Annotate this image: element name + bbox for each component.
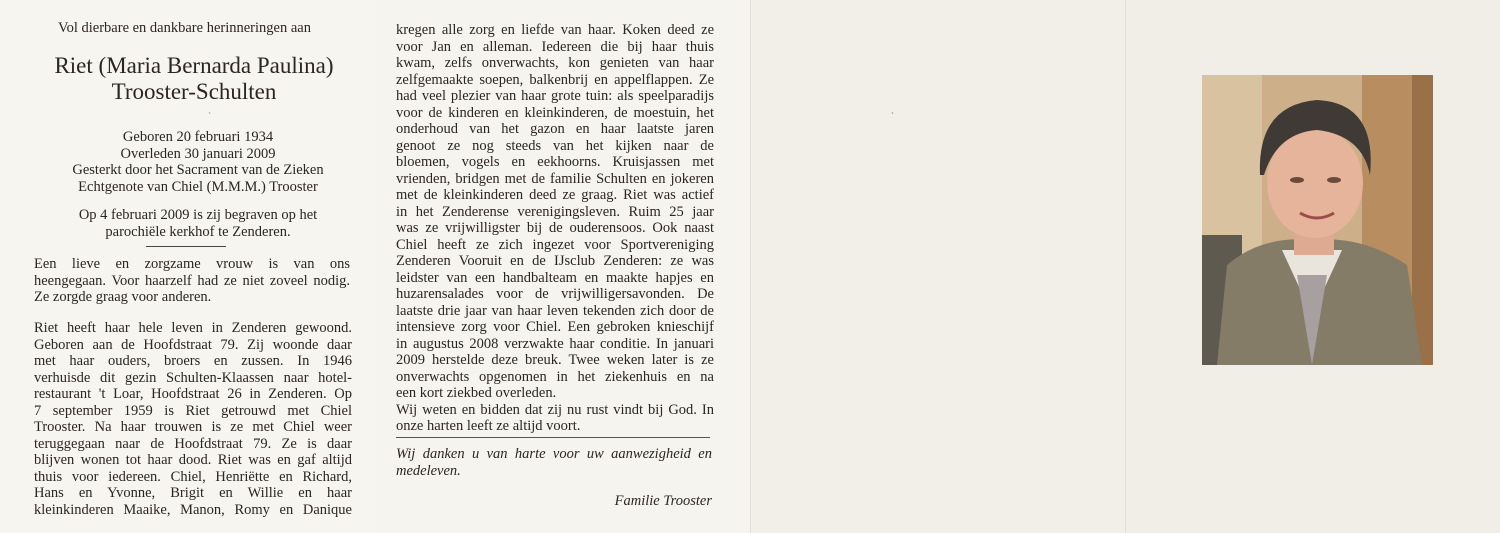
- text-line: kregen alle zorg en liefde van haar. Koken deed ze: [396, 22, 714, 38]
- text-line: voor Jan en alleman. Iedereen die bij haar thuis: [396, 38, 714, 55]
- text-line: in het Zenderense verenigingsleven. Ruim 25 jaar: [396, 203, 714, 220]
- text-line: teruggegaan naar de Hoofdstraat 79. Ze is daar: [34, 435, 352, 452]
- text-line: vrienden, bridgen met de familie Schulten en jokeren: [396, 170, 714, 187]
- text-line: verhuisde dit gezin Schulten-Klaassen naar hotel-: [34, 369, 352, 386]
- sacrament-line: Gesterkt door het Sacrament van de Zieken: [72, 162, 324, 178]
- text-line: heengegaan. Voor haarzelf had ze niet zoveel nodig.: [34, 272, 350, 289]
- deceased-name: [0, 53, 388, 105]
- text-line: Een lieve en zorgzame vrouw is van ons: [34, 256, 350, 272]
- text-paragraph-3: [396, 22, 714, 435]
- text-line: intensieve zorg voor Chiel. Een gebroken knieschijf: [396, 319, 714, 335]
- text-line: Hans en Yvonne, Brigit en Willie en haar: [34, 485, 352, 501]
- panel-blank: [750, 0, 1125, 533]
- text-paragraph-2: [34, 320, 352, 518]
- name-line-1: Riet (Maria Bernarda Paulina): [54, 53, 334, 78]
- birth-date: Geboren 20 februari 1934: [122, 129, 274, 145]
- text-line: kwam, zelfs onverwachts, kon genieten van haar: [396, 55, 714, 71]
- card-fold: [750, 0, 751, 533]
- print-mark: `: [208, 112, 212, 123]
- card-fold-2: [1125, 0, 1126, 533]
- text-line: Trooster. Na haar trouwen is ze met Chiel weer: [34, 419, 352, 435]
- text-line: onze harten leeft ze altijd voort.: [396, 418, 581, 434]
- print-speck: `: [891, 111, 894, 121]
- text-line: met haar ouders, broers en zussen. In 1946: [34, 353, 352, 369]
- text-line: huzarensalades voor de vrijwilligersavonden. De: [396, 286, 714, 302]
- text-line: onderhoud van het gazon en haar laatste jaren: [396, 121, 714, 137]
- spouse-line: Echtgenote van Chiel (M.M.M.) Trooster: [78, 178, 318, 195]
- text-line: 2009 herstelde deze breuk. Twee weken later is ze: [396, 352, 714, 368]
- text-line: thuis voor iedereen. Chiel, Henriëtte en Richard,: [34, 468, 352, 485]
- text-line: Ze zorgde graag voor anderen.: [34, 289, 212, 305]
- text-line: Geboren aan de Hoofdstraat 79. Zij woonde daar: [34, 336, 352, 353]
- thanks-line: medeleven.: [396, 463, 461, 479]
- death-date: Overleden 30 januari 2009: [120, 145, 276, 162]
- text-line: leidster van een handbalteam en maakte hapjes en: [396, 269, 714, 286]
- burial-info: [0, 207, 396, 241]
- text-line: in augustus 2008 verzwakte haar conditie. In januari: [396, 335, 714, 352]
- text-line: laatste drie jaar van haar leven tekenden zich door de: [396, 302, 714, 319]
- text-line: was ze vrijwilligster bij de ouderensoos. Ook naast: [396, 220, 714, 236]
- text-line: met de kleinkinderen deed ze graag. Riet was actief: [396, 187, 714, 203]
- text-line: bloemen, vogels en eekhoorns. Kruisjassen met: [396, 154, 714, 170]
- text-line: zelfgemaakte soepen, balkenbrij en appelflappen. Ze: [396, 71, 714, 88]
- text-line: voor de kinderen en kleinkinderen, de moestuin, het: [396, 104, 714, 121]
- text-line: kleinkinderen Maaike, Manon, Romy en Danique: [34, 501, 352, 518]
- family-signature: Familie Trooster: [614, 493, 712, 509]
- portrait-photo-svg: [1202, 75, 1433, 365]
- text-line: Wij weten en bidden dat zij nu rust vindt bij God. In: [396, 401, 714, 418]
- text-line: genoot ze nog steeds van het kijken naar de: [396, 137, 714, 154]
- text-line: onverwachts opgenomen in het ziekenhuis en na: [396, 368, 714, 385]
- thanks-note: [396, 446, 712, 480]
- text-line: Chiel heeft ze zich ingezet voor Sportvereniging: [396, 236, 714, 253]
- life-facts: [0, 129, 396, 195]
- text-paragraph-1: [34, 256, 350, 306]
- text-line: een kort ziekbed overleden.: [396, 385, 557, 401]
- name-line-2: Trooster-Schulten: [111, 79, 277, 104]
- burial-line: Op 4 februari 2009 is zij begraven op het: [78, 207, 318, 223]
- text-line: had veel plezier van haar grote tuin: als speelparadijs: [396, 88, 714, 104]
- text-line: blijven wonen tot haar dood. Riet was en gaf altijd: [34, 452, 352, 468]
- thanks-line: Wij danken u van harte voor uw aanwezigheid en: [396, 446, 712, 462]
- text-line: Zenderen Vooruit en de IJsclub Zenderen: ze was: [396, 253, 714, 269]
- text-line: restaurant 't Loar, Hoofdstraat 26 in Zenderen. Op: [34, 386, 352, 402]
- intro-line: Vol dierbare en dankbare herinneringen aan: [58, 20, 311, 36]
- text-line: Riet heeft haar hele leven in Zenderen gewoond.: [34, 320, 352, 336]
- divider-long: [396, 437, 710, 438]
- divider: [146, 246, 226, 247]
- burial-line: parochiële kerkhof te Zenderen.: [105, 224, 291, 240]
- text-line: 7 september 1959 is Riet getrouwd met Chiel: [34, 402, 352, 419]
- portrait-photo-icon: [1202, 75, 1433, 365]
